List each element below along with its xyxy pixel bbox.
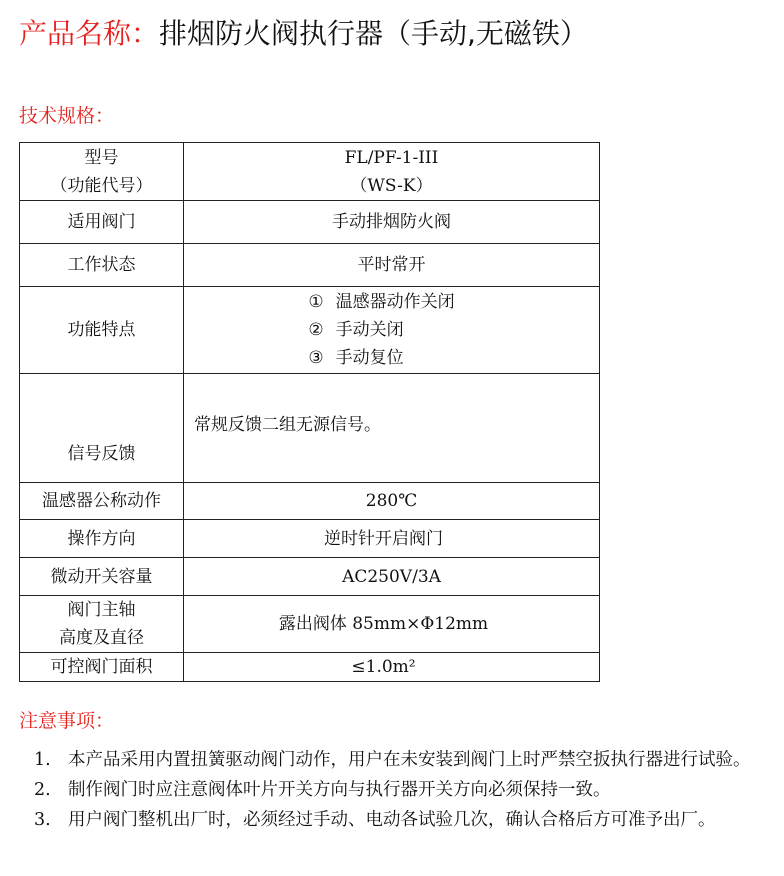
shaft-label-cell bbox=[20, 596, 184, 653]
list-item bbox=[0, 805, 778, 835]
feature-item bbox=[308, 288, 454, 316]
shaft-value: 露出阀体 85mm×Φ12mm bbox=[278, 614, 489, 634]
temp-label: 温感器公称动作 bbox=[20, 483, 184, 520]
signal-value-cell bbox=[184, 374, 600, 483]
shaft-label-line1: 阀门主轴 bbox=[67, 600, 136, 620]
table-row-state bbox=[20, 244, 600, 287]
model-label-line2: （功能代号） bbox=[50, 175, 153, 196]
area-value-cell bbox=[184, 653, 600, 682]
model-value-line1: FL/PF-1-III bbox=[344, 147, 439, 168]
temp-value: 280℃ bbox=[184, 483, 600, 520]
feature-item-number: ② bbox=[308, 320, 324, 340]
model-value-cell bbox=[184, 143, 600, 201]
shaft-value-cell bbox=[184, 596, 600, 653]
feature-item bbox=[308, 344, 454, 372]
table-row-direction bbox=[20, 520, 600, 558]
feature-item-text: 手动关闭 bbox=[335, 320, 404, 340]
notes-list bbox=[0, 745, 784, 835]
direction-label: 操作方向 bbox=[20, 520, 184, 558]
table-row-model bbox=[20, 143, 600, 201]
table-row-shaft bbox=[20, 596, 600, 653]
spec-heading: 技术规格： bbox=[19, 105, 115, 127]
spec-table bbox=[19, 142, 600, 682]
table-row-valve bbox=[20, 201, 600, 244]
list-item bbox=[0, 775, 778, 805]
table-row-function bbox=[20, 287, 600, 374]
table-row-signal bbox=[20, 374, 600, 483]
feature-item-text: 手动复位 bbox=[335, 348, 404, 368]
note-number: 2. bbox=[34, 780, 51, 800]
state-label: 工作状态 bbox=[20, 244, 184, 287]
notes-heading: 注意事项： bbox=[19, 710, 115, 732]
direction-value: 逆时针开启阀门 bbox=[324, 528, 443, 549]
feature-item-number: ③ bbox=[308, 348, 324, 368]
model-label-cell bbox=[20, 143, 184, 201]
switch-value: AC250V/3A bbox=[184, 558, 600, 596]
state-value: 平时常开 bbox=[184, 244, 600, 287]
note-number: 3. bbox=[34, 810, 51, 830]
signal-label: 信号反馈 bbox=[20, 374, 184, 483]
shaft-label-line2: 高度及直径 bbox=[59, 628, 144, 648]
feature-list bbox=[308, 288, 454, 372]
function-label: 功能特点 bbox=[20, 287, 184, 374]
list-item bbox=[0, 745, 778, 775]
direction-value-cell bbox=[184, 520, 600, 558]
note-text: 制作阀门时应注意阀体叶片开关方向与执行器开关方向必须保持一致。 bbox=[68, 780, 611, 800]
note-number: 1. bbox=[34, 750, 51, 770]
product-name-label: 产品名称： bbox=[19, 17, 160, 50]
table-row-switch bbox=[20, 558, 600, 596]
function-value-cell bbox=[184, 287, 600, 374]
switch-label: 微动开关容量 bbox=[20, 558, 184, 596]
product-name-title bbox=[19, 14, 588, 54]
feature-item-number: ① bbox=[308, 292, 324, 312]
signal-value: 常规反馈二组无源信号。 bbox=[194, 415, 381, 435]
area-value: ≤1.0m² bbox=[351, 657, 416, 677]
model-value-line2: （WS-K） bbox=[350, 175, 433, 196]
model-label-line1: 型号 bbox=[84, 147, 119, 168]
valve-label: 适用阀门 bbox=[20, 201, 184, 244]
feature-item-text: 温感器动作关闭 bbox=[335, 292, 455, 312]
note-text: 本产品采用内置扭簧驱动阀门动作，用户在未安装到阀门上时严禁空扳执行器进行试验。 bbox=[68, 750, 751, 770]
area-label: 可控阀门面积 bbox=[20, 653, 184, 682]
product-name-value: 排烟防火阀执行器（手动,无磁铁） bbox=[159, 17, 588, 50]
table-row-temp bbox=[20, 483, 600, 520]
valve-value: 手动排烟防火阀 bbox=[184, 201, 600, 244]
note-text: 用户阀门整机出厂时，必须经过手动、电动各试验几次，确认合格后方可准予出厂。 bbox=[68, 810, 716, 830]
feature-item bbox=[308, 316, 454, 344]
table-row-area bbox=[20, 653, 600, 682]
